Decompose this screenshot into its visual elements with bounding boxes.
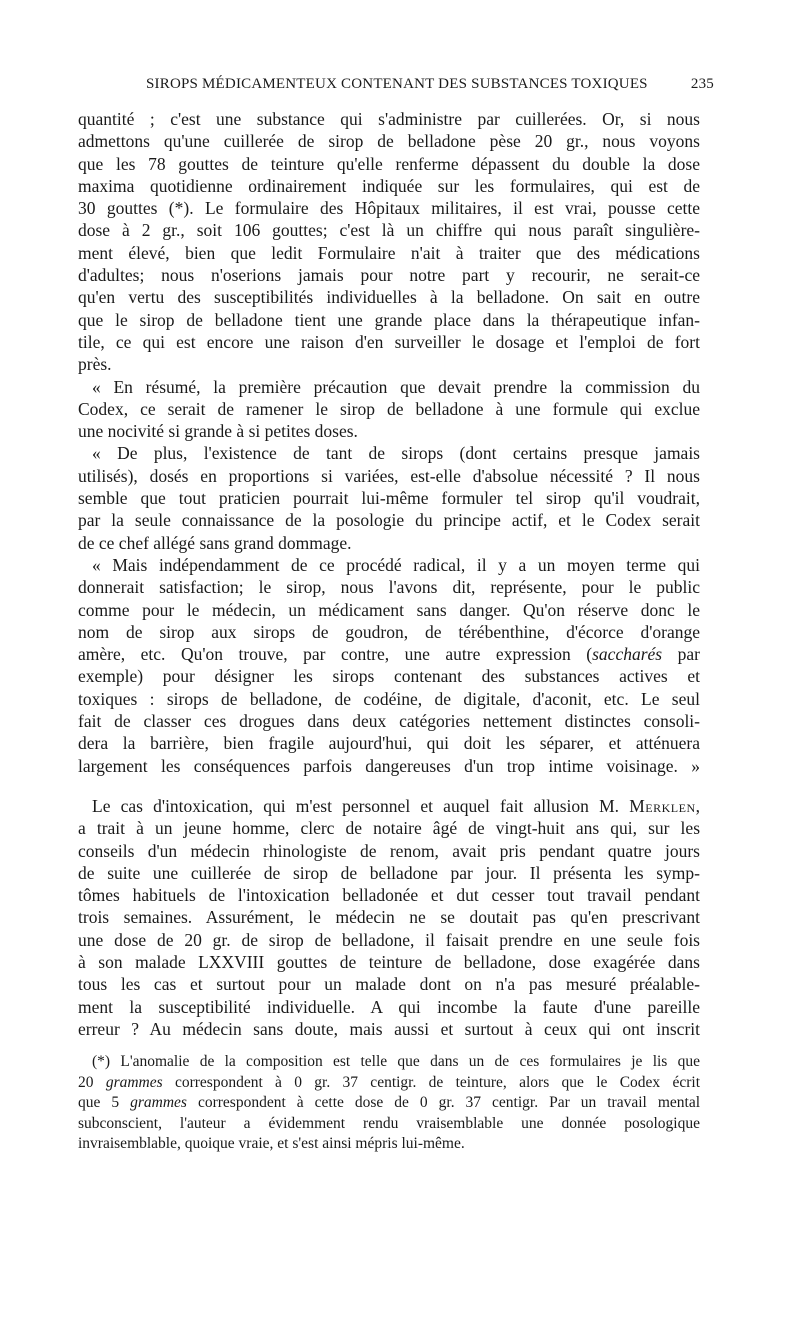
- main-text: [78, 108, 700, 1040]
- text-line: comme pour le médecin, un médicament sans danger. Qu'on réserve donc le: [78, 599, 700, 620]
- paragraph-2: [78, 376, 700, 443]
- text-line: nom de sirop aux sirops de goudron, de térébenthine, d'écorce d'orange: [78, 621, 700, 642]
- paragraph-1: [78, 108, 700, 376]
- text-segment: correspondent à 0 gr. 37 centigr. de teinture, alors que le Codex écrit: [162, 1073, 701, 1091]
- footnote-line: (*) L'anomalie de la composition est telle que dans un de ces formulaires je lis que: [92, 1053, 700, 1070]
- text-line: a trait à un jeune homme, clerc de notaire âgé de vingt-huit ans qui, sur les: [78, 818, 700, 839]
- text-line: tômes habituels de l'intoxication belladonée et dut cesser tout travail pendant: [78, 885, 700, 906]
- text-line: que les 78 gouttes de teinture qu'elle renferme dépassent du double la dose: [78, 153, 700, 174]
- text-line: erreur ? Au médecin sans doute, mais aussi et surtout à ceux qui ont inscrit: [78, 1018, 700, 1039]
- text-line: 30 gouttes (*). Le formulaire des Hôpitaux militaires, il est vrai, pousse cette: [78, 198, 700, 219]
- text-line: largement les conséquences parfois dangereuses d'un trop intime voisinage. »: [78, 755, 700, 776]
- text-line: de suite une cuillerée de sirop de belladone par jour. Il présenta les symp-: [78, 862, 700, 883]
- footnote-line: invraisemblable, quoique vraie, et s'est ainsi mépris lui-même.: [78, 1135, 465, 1153]
- italic-term: grammes: [105, 1073, 163, 1091]
- text-line: dera la barrière, bien fragile aujourd'hui, qui doit les séparer, et atténuera: [78, 733, 700, 754]
- running-title: SIROPS MÉDICAMENTEUX CONTENANT DES SUBSTANCES TOXIQUES: [146, 76, 648, 92]
- text-line: par la seule connaissance de la posologie du principe actif, et le Codex serait: [78, 510, 700, 531]
- text-line: à son malade LXXVIII gouttes de teinture de belladone, dose exagérée dans: [78, 951, 700, 972]
- text-line: Codex, ce serait de ramener le sirop de belladone à une formule qui exclue: [78, 398, 700, 419]
- text-line: tous les cas et surtout pour un malade dont on n'a pas mesuré préalable-: [78, 974, 700, 995]
- text-line: conseils d'un médecin rhinologiste de renom, avait pris pendant quatre jours: [78, 840, 700, 861]
- text-line: une nocivité si grande à si petites doses.: [78, 421, 358, 442]
- text-segment: correspondent à cette dose de 0 gr. 37 centigr. Par un travail mental: [186, 1094, 700, 1112]
- text-line: que le sirop de belladone tient une grande place dans la thérapeutique infan-: [78, 309, 700, 330]
- text-line: tile, ce qui est encore une raison d'en surveiller le dosage et l'emploi de fort: [78, 331, 700, 352]
- text-segment: amère, etc. Qu'on trouve, par contre, une autre expression (: [78, 644, 593, 665]
- italic-term: saccharés: [592, 644, 663, 665]
- text-line: ment élevé, bien que ledit Formulaire n'ait à traiter que des médications: [78, 242, 700, 263]
- text-line: qu'en vertu des susceptibilités individuelles à la belladone. On sait en outre: [78, 287, 700, 308]
- text-line: de ce chef allégé sans grand dommage.: [78, 532, 352, 553]
- paragraph-3: [78, 442, 700, 553]
- text-line: une dose de 20 gr. de sirop de belladone, il faisait prendre en une seule fois: [78, 929, 700, 950]
- text-segment: que 5: [78, 1094, 131, 1112]
- text-line: « Mais indépendamment de ce procédé radical, il y a un moyen terme qui: [92, 554, 700, 575]
- author-name: Merklen: [629, 795, 696, 816]
- text-line: trois semaines. Assurément, le médecin ne se doutait pas qu'en prescrivant: [78, 907, 700, 928]
- paragraph-4: [78, 554, 700, 777]
- text-line: toxiques : sirops de belladone, de codéine, de digitale, d'aconit, etc. Le seul: [78, 688, 700, 709]
- paragraph-5: [78, 795, 700, 1040]
- text-line: utilisés), dosés en proportions si variées, est-elle d'absolue nécessité ? Il nous: [78, 465, 700, 486]
- text-line: « De plus, l'existence de tant de sirops (dont certains presque jamais: [92, 443, 700, 464]
- running-header: [78, 76, 714, 98]
- text-line: [78, 643, 700, 665]
- text-line: « En résumé, la première précaution que devait prendre la commission du: [92, 376, 700, 397]
- text-line: d'adultes; nous n'oserions jamais pour notre part y recourir, ne serait-ce: [78, 265, 700, 286]
- text-line: près.: [78, 354, 112, 375]
- footnote: [78, 1052, 700, 1155]
- text-line: [92, 795, 700, 817]
- italic-term: grammes: [130, 1094, 187, 1112]
- page-number: 235: [690, 76, 714, 92]
- text-segment: ,: [695, 795, 700, 816]
- text-line: donnerait satisfaction; le sirop, nous l'avons dit, représente, pour le public: [78, 577, 700, 598]
- text-line: dose à 2 gr., soit 106 gouttes; c'est là un chiffre qui nous paraît singulière-: [78, 220, 700, 241]
- text-line: exemple) pour désigner les sirops contenant des substances actives et: [78, 666, 700, 687]
- text-line: semble que tout praticien pourrait lui-même formuler tel sirop qu'il voudrait,: [78, 488, 700, 509]
- text-segment: Le cas d'intoxication, qui m'est personnel et auquel fait allusion M.: [92, 795, 630, 816]
- footnote-line: subconscient, l'auteur a évidemment rendu vraisemblable une donnée posologique: [78, 1114, 700, 1132]
- footnote-line: [78, 1073, 700, 1094]
- text-line: fait de classer ces drogues dans deux catégories nettement distinctes consoli-: [78, 711, 700, 732]
- text-segment: par: [662, 644, 700, 665]
- text-segment: 20: [78, 1073, 106, 1091]
- text-line: admettons qu'une cuillerée de sirop de belladone pèse 20 gr., nous voyons: [78, 131, 700, 152]
- paragraph-spacer: [78, 777, 700, 795]
- text-line: quantité ; c'est une substance qui s'administre par cuillerées. Or, si nous: [78, 109, 700, 129]
- text-line: ment la susceptibilité individuelle. A qui incombe la faute d'une pareille: [78, 996, 700, 1017]
- footnote-line: [78, 1093, 700, 1114]
- text-line: maxima quotidienne ordinairement indiquée sur les formulaires, qui est de: [78, 175, 700, 196]
